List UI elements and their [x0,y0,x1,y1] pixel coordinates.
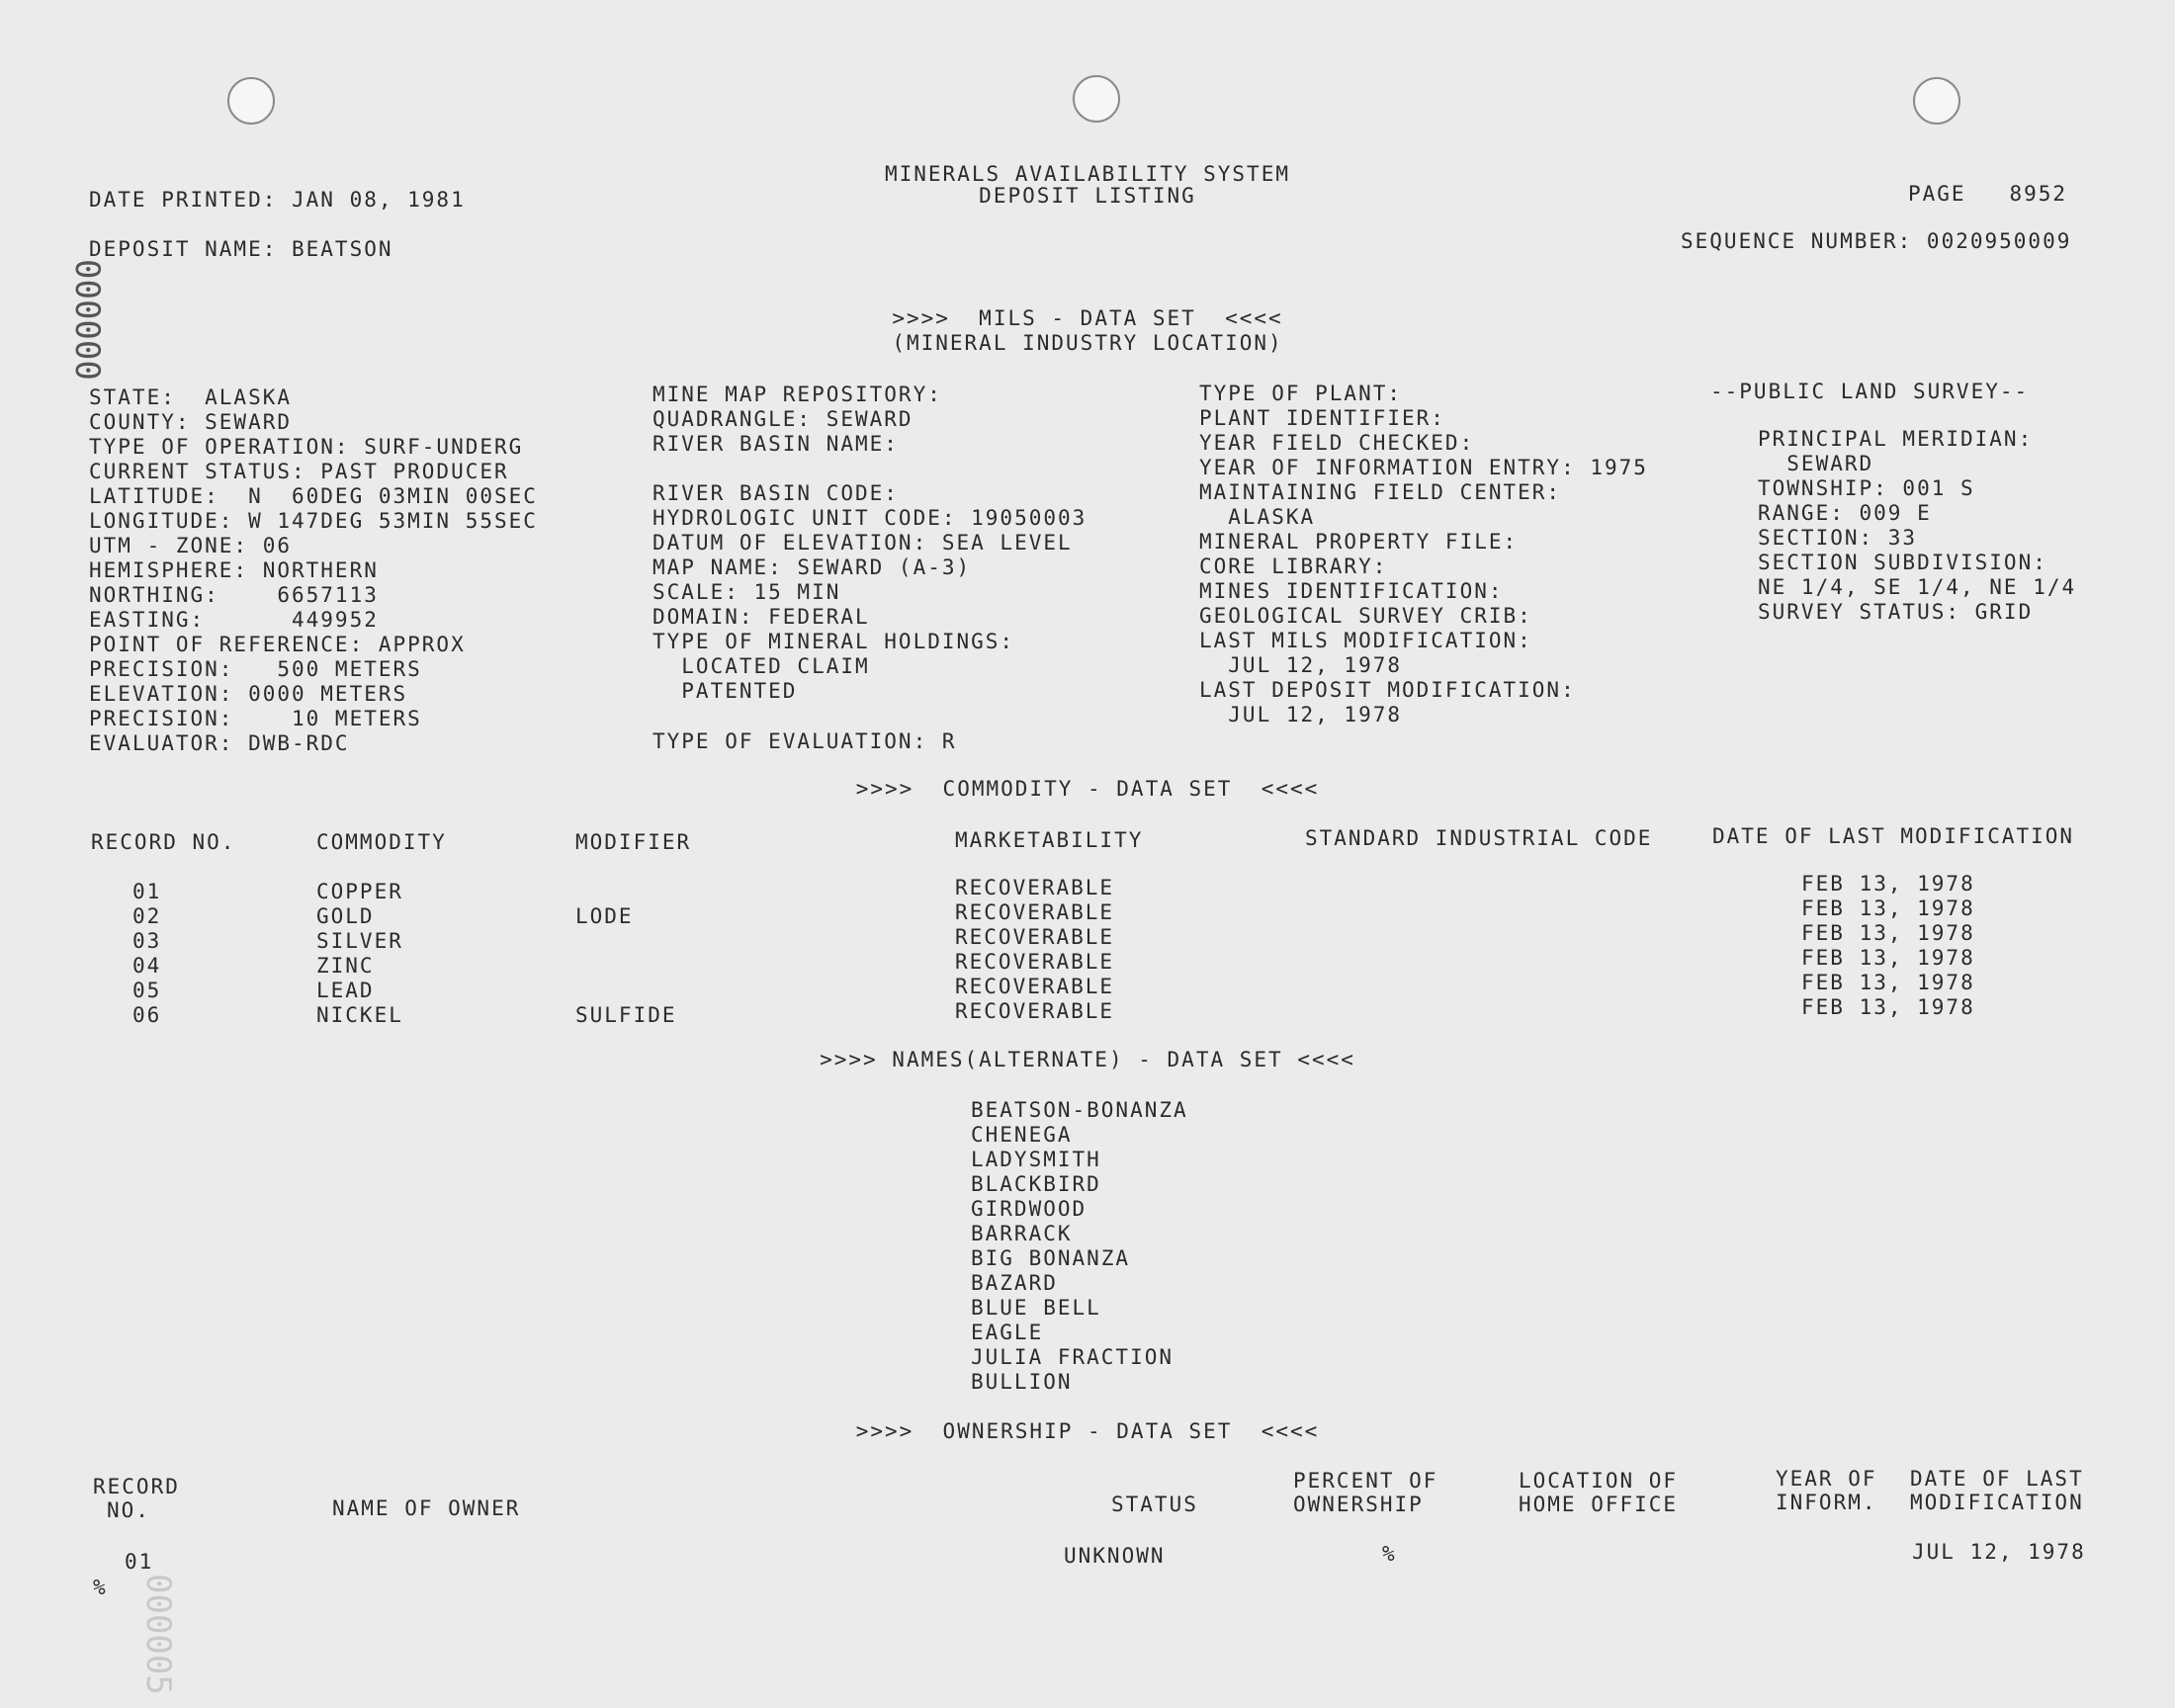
field-line: CHENEGA [971,1123,1073,1147]
field-line: LAST DEPOSIT MODIFICATION: [1199,678,1576,702]
commodity-cell-marketability: RECOVERABLE [955,925,1115,949]
commodity-cell-commodity: SILVER [316,929,403,953]
field-line: YEAR FIELD CHECKED: [1199,431,1475,455]
field-line: RANGE: 009 E [1758,501,1932,525]
own-header-record-no: NO. [107,1498,150,1522]
field-line: MAP NAME: SEWARD (A-3) [652,555,972,579]
public-land-survey-fields [1758,427,2076,625]
field-line: LADYSMITH [971,1148,1101,1171]
field-line: NE 1/4, SE 1/4, NE 1/4 [1758,575,2077,599]
field-line: MINE MAP REPOSITORY: [652,383,942,406]
commodity-cell-commodity: NICKEL [316,1003,403,1027]
field-line: TOWNSHIP: 001 S [1758,476,1975,500]
commodity-cell-modifier: SULFIDE [575,1003,677,1027]
field-line: GEOLOGICAL SURVEY CRIB: [1199,604,1532,628]
field-line: BAZARD [971,1271,1058,1295]
commodity-cell-date: FEB 13, 1978 [1801,897,1975,920]
own-header-status: STATUS [1111,1493,1198,1516]
alternate-names-list [971,1098,1188,1395]
field-line: ELEVATION: 0000 METERS [89,682,408,706]
date-printed: DATE PRINTED: JAN 08, 1981 [89,188,466,212]
field-line: JUL 12, 1978 [1199,653,1403,677]
field-line: PRECISION: 500 METERS [89,657,422,681]
own-header-percent: PERCENT OF [1293,1469,1438,1493]
commodity-cell-no: 05 [132,979,162,1002]
listing-title: DEPOSIT LISTING [979,184,1196,208]
field-line: POINT OF REFERENCE: APPROX [89,633,466,656]
mils-heading: >>>> MILS - DATA SET <<<< [892,306,1283,330]
page-number: PAGE 8952 [1908,182,2068,206]
ownership-heading: >>>> OWNERSHIP - DATA SET <<<< [855,1419,1320,1443]
field-line: RIVER BASIN CODE: [652,481,899,505]
field-line: JULIA FRACTION [971,1345,1174,1369]
field-line: BIG BONANZA [971,1246,1131,1270]
field-line: LOCATED CLAIM [652,654,870,678]
commodity-cell-no: 01 [132,880,162,903]
own-header-percent-2: OWNERSHIP [1293,1493,1424,1516]
field-line: ALASKA [1199,505,1316,529]
field-line: BLUE BELL [971,1296,1101,1320]
own-header-record: RECORD [93,1475,180,1498]
field-line: LAST MILS MODIFICATION: [1199,629,1532,652]
own-header-location-2: HOME OFFICE [1519,1493,1679,1516]
commodity-cell-date: FEB 13, 1978 [1801,921,1975,945]
field-line: STATE: ALASKA [89,385,293,409]
commodity-cell-commodity: GOLD [316,904,375,928]
field-line: HYDROLOGIC UNIT CODE: 19050003 [652,506,1088,530]
field-line: CORE LIBRARY: [1199,555,1388,578]
own-row-no: 01 [125,1550,154,1574]
field-line: EASTING: 449952 [89,608,379,632]
own-header-location: LOCATION OF [1519,1469,1679,1493]
col-header-sic: STANDARD INDUSTRIAL CODE [1305,826,1653,850]
field-line: HEMISPHERE: NORTHERN [89,558,379,582]
commodity-heading: >>>> COMMODITY - DATA SET <<<< [855,777,1320,801]
own-header-name: NAME OF OWNER [332,1496,521,1520]
col-header-marketability: MARKETABILITY [955,828,1144,852]
field-line: TYPE OF MINERAL HOLDINGS: [652,630,1015,653]
punch-hole-right [1913,77,1960,125]
field-line: LONGITUDE: W 147DEG 53MIN 55SEC [89,509,538,533]
field-line: PRECISION: 10 METERS [89,707,422,730]
field-line: EAGLE [971,1321,1044,1344]
commodity-cell-date: FEB 13, 1978 [1801,971,1975,994]
own-row-status: UNKNOWN [1064,1544,1166,1568]
field-line: DOMAIN: FEDERAL [652,605,870,629]
margin-stamp-bottom: 000005 [138,1574,178,1695]
field-line: JUL 12, 1978 [1199,703,1403,726]
map-fields [652,383,942,457]
own-header-year-2: INFORM. [1776,1491,1877,1514]
field-line: SURVEY STATUS: GRID [1758,600,2034,624]
system-title: MINERALS AVAILABILITY SYSTEM [884,162,1290,186]
field-line: EVALUATOR: DWB-RDC [89,731,350,755]
field-line: LATITUDE: N 60DEG 03MIN 00SEC [89,484,538,508]
field-line: UTM - ZONE: 06 [89,534,293,557]
field-line: DATUM OF ELEVATION: SEA LEVEL [652,531,1073,555]
field-line: BULLION [971,1370,1073,1394]
own-header-year: YEAR OF [1776,1467,1877,1491]
own-header-date-2: MODIFICATION [1910,1491,2084,1514]
col-header-modifier: MODIFIER [575,830,692,854]
field-line: MINES IDENTIFICATION: [1199,579,1504,603]
col-header-record: RECORD NO. [91,830,236,854]
own-footnote: % [93,1576,108,1599]
field-line: YEAR OF INFORMATION ENTRY: 1975 [1199,456,1648,479]
field-line: PATENTED [652,679,798,703]
margin-stamp: 000000 [67,259,107,381]
commodity-cell-commodity: COPPER [316,880,403,903]
field-line: MAINTAINING FIELD CENTER: [1199,480,1562,504]
own-row-date: JUL 12, 1978 [1912,1540,2086,1564]
field-line: MINERAL PROPERTY FILE: [1199,530,1519,554]
commodity-cell-date: FEB 13, 1978 [1801,946,1975,970]
field-line: COUNTY: SEWARD [89,410,293,434]
own-row-percent: % [1382,1542,1397,1566]
sequence-number: SEQUENCE NUMBER: 0020950009 [1681,229,2072,253]
field-line: RIVER BASIN NAME: [652,432,899,456]
location-fields [89,385,538,756]
type-of-evaluation: TYPE OF EVALUATION: R [652,729,957,753]
public-land-survey-title: --PUBLIC LAND SURVEY-- [1710,380,2030,403]
commodity-cell-commodity: ZINC [316,954,375,978]
field-line: SEWARD [1758,452,1874,475]
commodity-cell-date: FEB 13, 1978 [1801,995,1975,1019]
own-header-date: DATE OF LAST [1910,1467,2084,1491]
field-line: BARRACK [971,1222,1073,1245]
field-line: GIRDWOOD [971,1197,1088,1221]
field-line: SECTION SUBDIVISION: [1758,551,2047,574]
commodity-cell-marketability: RECOVERABLE [955,876,1115,899]
commodity-cell-no: 04 [132,954,162,978]
field-line: PRINCIPAL MERIDIAN: [1758,427,2034,451]
deposit-name: DEPOSIT NAME: BEATSON [89,237,393,261]
commodity-cell-no: 02 [132,904,162,928]
field-line: BEATSON-BONANZA [971,1098,1188,1122]
field-line: PLANT IDENTIFIER: [1199,406,1445,430]
field-line: SECTION: 33 [1758,526,1918,550]
field-line: TYPE OF OPERATION: SURF-UNDERG [89,435,524,459]
col-header-commodity: COMMODITY [316,830,447,854]
hydro-fields [652,481,1087,704]
commodity-cell-marketability: RECOVERABLE [955,999,1115,1023]
field-line: TYPE OF PLANT: [1199,382,1403,405]
punch-hole-left [227,77,275,125]
commodity-cell-no: 06 [132,1003,162,1027]
field-line: BLACKBIRD [971,1172,1101,1196]
field-line: QUADRANGLE: SEWARD [652,407,914,431]
field-line: CURRENT STATUS: PAST PRODUCER [89,460,509,483]
col-header-date: DATE OF LAST MODIFICATION [1712,824,2075,848]
commodity-cell-marketability: RECOVERABLE [955,950,1115,974]
commodity-cell-modifier: LODE [575,904,634,928]
punch-hole-center [1073,75,1120,123]
mils-subheading: (MINERAL INDUSTRY LOCATION) [892,331,1283,355]
field-line: SCALE: 15 MIN [652,580,841,604]
commodity-cell-no: 03 [132,929,162,953]
names-heading: >>>> NAMES(ALTERNATE) - DATA SET <<<< [820,1048,1355,1071]
field-line: NORTHING: 6657113 [89,583,379,607]
commodity-cell-date: FEB 13, 1978 [1801,872,1975,896]
commodity-cell-marketability: RECOVERABLE [955,975,1115,998]
commodity-cell-commodity: LEAD [316,979,375,1002]
plant-fields [1199,382,1648,727]
commodity-cell-marketability: RECOVERABLE [955,900,1115,924]
